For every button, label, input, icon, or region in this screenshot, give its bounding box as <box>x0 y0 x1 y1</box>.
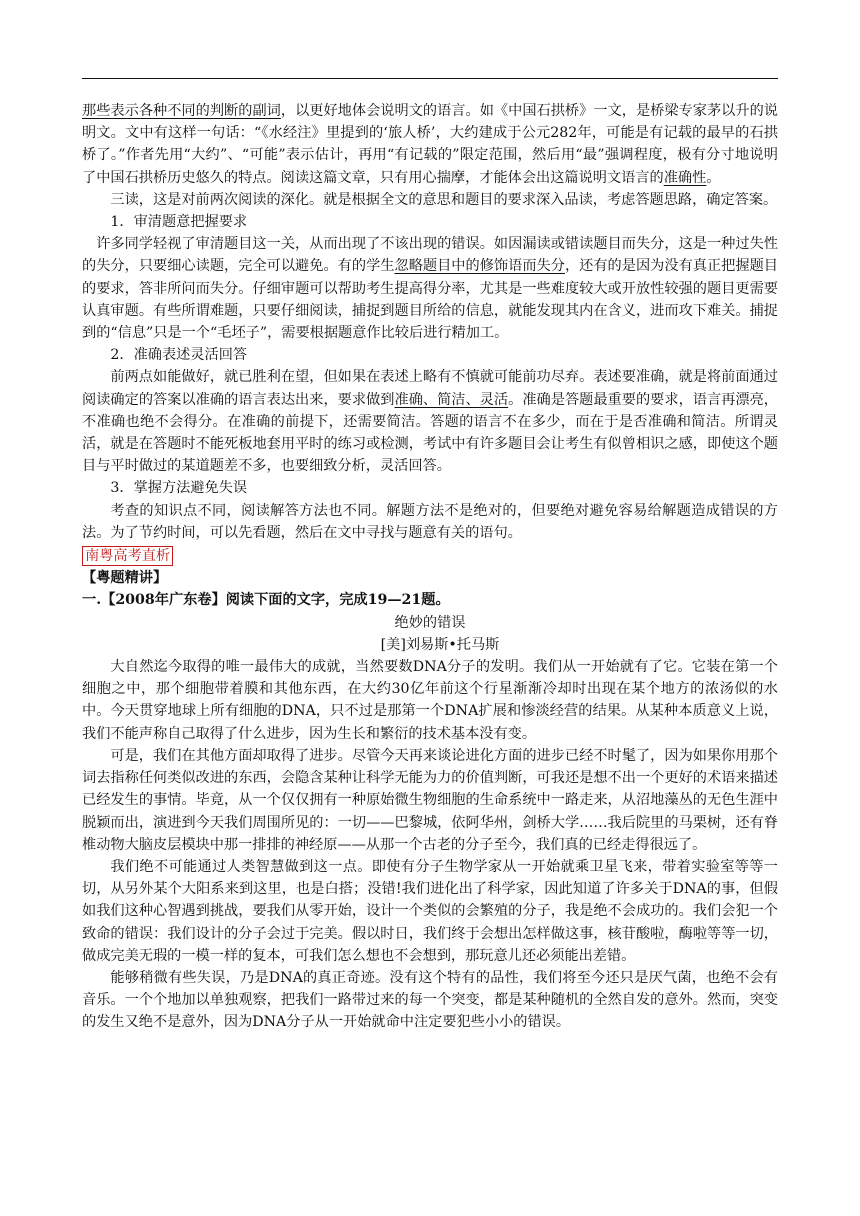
paragraph-text: ，还有的是因为没有真正把握题目的要求，答非所问而失分。仔细审题可以帮助考生提高得分率，尤其是一些难度较大或开放性较强的题目更需要认真审题。有些所谓难题，只要仔细阅读，捕捉到题目所给的信息，就能发现其内在含义，进而攻下难关。捕捉到的“信息”只是一个“毛坯子”，需要根据题意作比较后进行精加工。 <box>82 258 778 342</box>
article-author: [美]刘易斯•托马斯 <box>380 636 500 653</box>
paragraph-adverbs <box>82 100 778 189</box>
article-body <box>82 656 778 1033</box>
paragraph-examine-question <box>82 233 778 344</box>
article-paragraph: 可是，我们在其他方面却取得了进步。尽管今天再来谈论进化方面的进步已经不时髦了，因为如果你用那个词去指称任何类似改进的东西，会隐含某种让科学无能为力的价值判断，可我还是想不出一个更好的术语来描述已经发生的事情。毕竟，从一个仅仅拥有一种原始微生物细胞的生命系统中一路走来，从沼地藻丛的无色生涯中脱颖而出，演进到今天我们周围所见的：一切——巴黎城，依阿华州，剑桥大学……我后院里的马栗树，还有脊椎动物大脑皮层模块中那一排排的神经原——从那一个古老的分子至今，我们真的已经走得很远了。 <box>82 747 778 853</box>
underlined-phrase: 忽略题目中的修饰语而失分 <box>394 258 565 275</box>
underlined-phrase: 准确、简洁、灵活 <box>394 391 509 408</box>
article-title: 绝妙的错误 <box>394 614 466 631</box>
section-label: 【粤题精讲】 <box>82 570 168 587</box>
paragraph-text: 前两点如能做好，就已胜利在望，但如果在表述上略有不慎就可能前功尽弃。表述要准确，就是将前面通过阅读确定的答案以准确的语言表达出来，要求做到 <box>82 369 778 408</box>
underlined-phrase: 准确性 <box>663 169 707 186</box>
underlined-phrase: 那些表示各种不同的判断的副词 <box>82 103 281 119</box>
heading-1: 1．审清题意把握要求 <box>110 214 248 231</box>
header-rule <box>82 78 778 79</box>
paragraph-third-reading: 三读，这是对前两次阅读的深化。就是根据全文的意思和题目的要求深入品读，考虑答题思路，确定答案。 <box>110 191 778 208</box>
article-paragraph: 能够稍微有些失误，乃是DNA的真正奇迹。没有这个特有的品性，我们将至今还只是厌气菌，也绝不会有音乐。一个个地加以单独观察，把我们一路带过来的每一个突变，都是某种随机的全然自发的意外。然而，突变的发生又绝不是意外，因为DNA分子从一开始就命中注定要犯些小小的错误。 <box>82 969 778 1031</box>
paragraph-text: 。准确是答题最重要的要求，语言再漂亮，不准确也绝不会得分。在准确的前提下，还需要简洁。答题的语言不在多少，而在于是否准确和简洁。所谓灵活，就是在答题时不能死板地套用平时的练习或检测，考试中有许多题目会让考生有似曾相识之感，即使这个题目与平时做过的某道题差不多，也要细致分析，灵活回答。 <box>82 391 778 475</box>
paragraph-accurate-expression <box>82 366 778 477</box>
section-box-label: 南粤高考直析 <box>82 546 173 566</box>
paragraph-text: 。 <box>706 169 721 186</box>
heading-2: 2．准确表述灵活回答 <box>110 347 248 364</box>
paragraph-text: 许多同学轻视了审清题目这一关，从而出现了不该出现的错误。如因漏读或错读题目而失分，这是一种过失性的失分，只要细心读题，完全可以避免。有的学生 <box>82 236 778 275</box>
paragraph-text: ，以更好地体会说明文的语言。如《中国石拱桥》一文，是桥梁专家茅以升的说明文。文中有这样一句话：“《水经注》里提到的‘旅人桥’，大约建成于公元282年，可能是有记载的最早的石拱桥了。”作者先用“大约”、“可能”表示估计，再用“有记载的”限定范围，然后用“最”强调程度，极有分寸地说明了中国石拱桥历史悠久的特点。阅读这篇文章，只有用心揣摩，才能体会出这篇说明文语言的 <box>82 103 778 186</box>
heading-3: 3．掌握方法避免失误 <box>110 480 248 497</box>
section-box-wrapper <box>82 544 778 567</box>
document-body <box>82 100 778 1034</box>
paragraph-methods: 考查的知识点不同，阅读解答方法也不同。解题方法不是绝对的，但要绝对避免容易给解题造成错误的方法。为了节约时间，可以先看题，然后在文中寻找与题意有关的语句。 <box>82 502 778 541</box>
question-title: 一.【2008年广东卷】阅读下面的文字，完成19—21题。 <box>82 592 450 609</box>
article-paragraph: 我们绝不可能通过人类智慧做到这一点。即使有分子生物学家从一开始就乘卫星飞来，带着实验室等等一切，从另外某个大阳系来到这里，也是白搭；没错!我们进化出了科学家，因此知道了许多关于DNA的事，但假如我们这种心智遇到挑战，要我们从零开始，设计一个类似的会繁殖的分子，我是绝不会成功的。我们会犯一个致命的错误：我们设计的分子会过于完美。假以时日，我们终于会想出怎样做这事，核苷酸啦，酶啦等等一切，做成完美无瑕的一模一样的复本，可我们怎么想也不会想到，那玩意儿还必须能出差错。 <box>82 858 778 964</box>
article-paragraph: 大自然迄今取得的唯一最伟大的成就，当然要数DNA分子的发明。我们从一开始就有了它。它装在第一个细胞之中，那个细胞带着膜和其他东西，在大约30亿年前这个行星渐渐冷却时出现在某个地方的浓汤似的水中。今天贯穿地球上所有细胞的DNA，只不过是那第一个DNA扩展和惨淡经营的结果。从某种本质意义上说，我们不能声称自己取得了什么进步，因为生长和繁衍的技术基本没有变。 <box>82 659 778 742</box>
